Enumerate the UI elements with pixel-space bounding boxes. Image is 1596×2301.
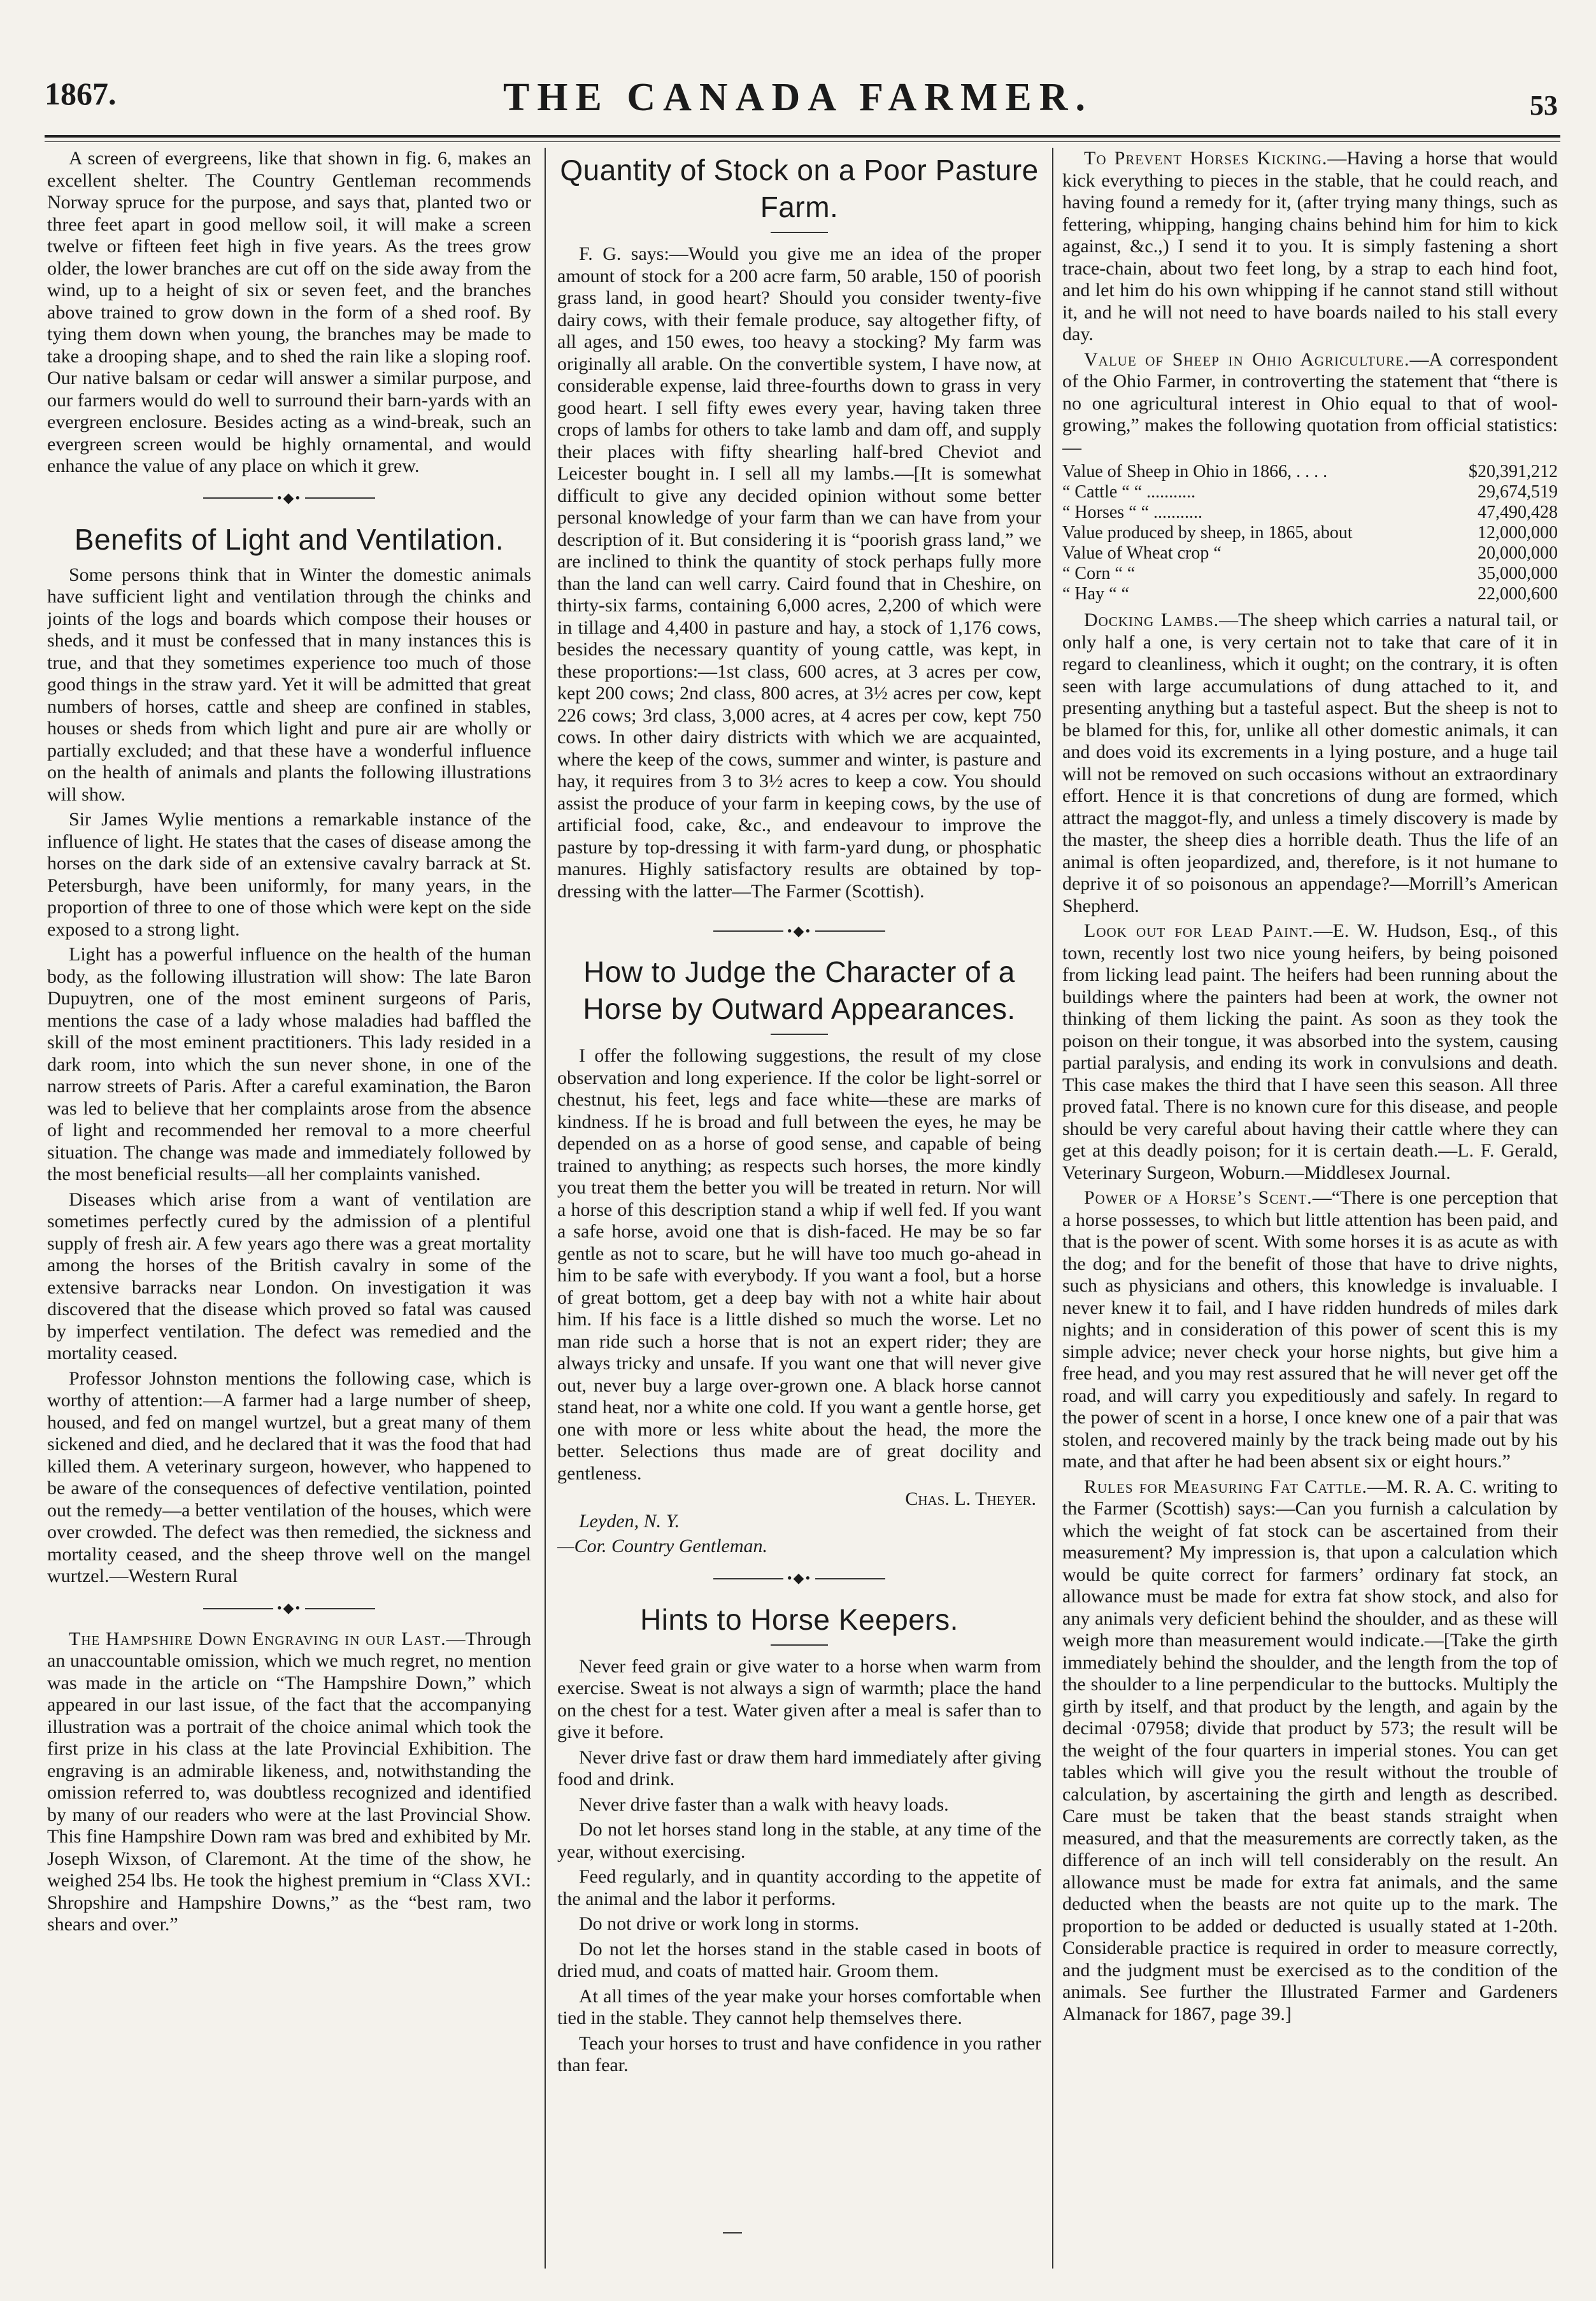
hint-item: At all times of the year make your horses comfortable when tied in the stable. They cannot help themselves there. [557,1985,1041,2029]
masthead-rule [45,135,1560,138]
paragraph-lead: Look out for Lead Paint. [1084,920,1314,941]
article-paragraph [1062,920,1558,1184]
end-mark [723,2232,742,2233]
column-2 [557,148,1041,2288]
table-row: Value produced by sheep, in 1865, about 12,000,000 [1062,523,1558,543]
column-3 [1062,148,1558,2288]
article-paragraph: Professor Johnston mentions the following case, which is worthy of attention:—A farmer had a large number of sheep, housed, and fed on mangel wurtzel, but a great many of them sickened and died, and he declared that it was the food that had killed them. A veterinary surgeon, however, who happened to be aware of the consequences of defective ventilation, pointed out the remedy—a better ventilation of the houses, which were over crowded. The defect was then remedied, the sickness and mortality ceased, and the sheep throve well on the mangel wurtzel.—Western Rural [47,1367,531,1587]
hint-item: Feed regularly, and in quantity according to the appetite of the animal and the labor it performs. [557,1866,1041,1909]
table-row: “ Corn “ “ 35,000,000 [1062,564,1558,583]
article-paragraph [1062,349,1558,459]
article-heading: Hints to Horse Keepers. [640,1602,958,1636]
table-row: “ Horses “ “ ........... 47,490,428 [1062,502,1558,522]
hint-item: Teach your horses to trust and have confidence in you rather than fear. [557,2032,1041,2076]
paragraph-body: —M. R. A. C. writing to the Farmer (Scottish) says:—Can you furnish a calculation by which the weight of fat stock can be ascertained from their measurement? My impression is, that upon a calculation which would be quite correct for farmers’ ordinary fat stock, an allowance must be made for extra fat show stock, and also for any animals very deficient behind the shoulder, and as these will weigh more than measurement would indicate.—[Take the girth immediately behind the shoulder, and the length from the top of the shoulder to a line perpendicular to the buttocks. Multiply the girth by itself, and that product by the length, and again by the decimal ·07958; divide that product by 573; the result will be the weight of the four quarters in imperial stones. You can get tables which will give you the result without the trouble of calculation, by ascertaining the girth and length as described. Care must be taken that the beast stands straight when measured, and that the measurements are correctly taken, as the difference of an inch will tell considerably on the result. An allowance must be made for extra fat animals, and the same deducted when the beasts are not quite up to the mark. The proportion to be added or deducted is usually stated at 1-20th. Considerable practice is required in order to measure correctly, and the judgment must be exercised as to the condition of the animals. See further the Illustrated Farmer and Gardeners Almanack for 1867, page 39.] [1062,1476,1558,2025]
paragraph-lead: Rules for Measuring Fat Cattle. [1084,1476,1368,1497]
paragraph-body: —A correspondent of the Ohio Farmer, in controverting the statement that “there is no one agricultural interest in Ohio equal to that of wool-growing,” makes the following quotation from official statistics:— [1062,348,1558,458]
hint-item: Never feed grain or give water to a horse when warm from exercise. Sweat is not always a sign of warmth; place the hand on the chest for a test. Water given after a meal is safer than to give it before. [557,1655,1041,1743]
newspaper-title: THE CANADA FARMER. [502,76,1094,119]
article-paragraph [1062,609,1558,917]
hint-item: Never drive fast or draw them hard immediately after giving food and drink. [557,1746,1041,1790]
table-row: Value of Wheat crop “ 20,000,000 [1062,543,1558,563]
article-paragraph [1062,148,1558,346]
article-paragraph: F. G. says:—Would you give me an idea of the proper amount of stock for a 200 acre farm, 50 arable, 150 of poorish grass land, in good heart? Should you consider twenty-five dairy cows, with their female produce, say altogether fifty, of all ages, and 150 ewes, too heavy a stocking? My farm was originally all arable. On the convertible system, I have now, at considerable expense, laid three-fourths down to grass in very good heart. I sell fifty ewes every year, having taken three crops of lambs for others to take lamb and dam off, and supply their places with fifty shearling half-bred Cheviot and Leicester bought in. I sell all my lambs.—[It is somewhat difficult to give any decided opinion without some better personal knowledge of your farm than we can have from your description of it. But considering it is “poorish grass land,” we are inclined to think the quantity of stock perhaps fully more than the land can well carry. Caird found that in Cheshire, on thirty-six farms, containing 6,000 acres, 2,200 of which were in tillage and 4,400 in pasture and hay, a stock of 1,176 cows, besides the necessary quantity of young cattle, was kept, in these proportions:—1st class, 600 acres, at 3 acres per cow, kept 200 cows; 2nd class, 800 acres, at 3½ acres per cow, kept 226 cows; 3rd class, 3,000 acres, at 4 acres per cow, kept 750 cows. In other dairy districts with which we are acquainted, where the keep of the cows, summer and winter, is pasture and hay, it requires from 3 to 3½ acres to keep a cow. You should assist the produce of your farm in keeping cows, by the use of artificial food, cake, &c., and endeavour to improve the pasture by top-dressing it with farm-yard dung, or phosphatic manures. Highly satisfactory results are obtained by top-dressing with the latter—The Farmer (Scottish). [557,243,1041,902]
paragraph-body: —Having a horse that would kick everything to pieces in the stable, that he could reach, and having found a remedy for it, (after trying many things, such as fettering, whipping, hanging chains behind him for him to kick against, &c.,) I send it to you. It is simply fastening a short trace-chain, about two feet long, by a strap to each hind foot, and let him do his own whipping if he cannot stand still without it, and he will not need to have boards nailed to his stall every day. [1062,148,1558,345]
hint-item: Never drive faster than a walk with heavy loads. [579,1793,949,1815]
section-ornament: •◆• [557,919,1041,942]
paragraph-lead: Value of Sheep in Ohio Agriculture. [1084,348,1410,370]
dateline: Leyden, N. Y. [579,1510,680,1532]
column-divider-2 [1052,148,1053,2269]
masthead-rule-thin [45,141,1560,142]
article-paragraph: Sir James Wylie mentions a remarkable instance of the influence of light. He states that the cases of disease among the horses on the dark side of an extensive cavalry barrack at St. Petersburgh, have been uniformly, for many years, in the proportion of three to one of those which were kept on the side exposed to a strong light. [47,809,531,940]
author-signature: Chas. L. Theyer. [905,1488,1036,1510]
column-1 [47,148,531,2288]
paragraph-body: —E. W. Hudson, Esq., of this town, recently lost two nice young heifers, by being poisoned from licking lead paint. The heifers had been running about the buildings where the painters had been at work, the owner not thinking of them licking the paint. As soon as they took the poison on their tongue, it was absorbed into the system, causing partial paralysis, and ending its work in convulsions and death. This case makes the third that I have seen this season. All three proved fatal. There is no known cure for this disease, and people should be very careful about having their cattle where they can get at this deadly poison; for it is certain death.—L. F. Gerald, Veterinary Surgeon, Woburn.—Middlesex Journal. [1062,920,1558,1183]
table-row: Value of Sheep in Ohio in 1866, . . . . $20,391,212 [1062,462,1558,481]
page-number: 53 [1530,90,1558,121]
article-paragraph: Diseases which arise from a want of ventilation are sometimes perfectly cured by the admission of a plentiful supply of fresh air. A few years ago there was a great mortality among the horses of the British cavalry in some of the extensive barracks near London. On investigation it was discovered that the disease which proved so fatal was caused by imperfect ventilation. The defect was remedied and the mortality ceased. [47,1188,531,1364]
masthead [0,0,1596,146]
section-ornament: •◆• [557,1567,1041,1590]
source-credit: —Cor. Country Gentleman. [557,1535,767,1557]
statistics-table [1062,462,1558,604]
article-paragraph: Light has a powerful influence on the health of the human body, as the following illustration will show: The late Baron Dupuytren, one of the most eminent surgeons of Paris, mentions the case of a lady whose maladies had baffled the skill of the most eminent practitioners. This lady resided in a dark room, into which the sun never shone, in one of the narrow streets of Paris. After a careful examination, the Baron was led to believe that her complaints arose from the absence of light and recommended her removal to a more cheerful situation. The change was made and immediately followed by the most beneficial results—all her complaints vanished. [47,944,531,1185]
paragraph-lead: The Hampshire Down Engraving in our Last. [69,1628,446,1649]
article-paragraph [1062,1187,1558,1473]
paragraph-body: —“There is one perception that a horse possesses, to which but little attention has been paid, and that is the power of scent. With some horses it is as acute as with the dog; and for the benefit of those that have to drive nights, such as physicians and others, this knowledge is invaluable. I never knew it to fail, and I have ridden hundreds of miles dark nights; and in consideration of this power of scent this is my simple advice; never check your horse nights, but give him a free head, and you may rest assured that he will never get off the road, and will carry you expeditiously and safely. In regard to the power of scent in a horse, I once knew one of a pair that was stolen, and recovered mainly by the track being made out by his mate, and that after he had been absent six or eight hours.” [1062,1187,1558,1472]
paragraph-lead: Power of a Horse’s Scent. [1084,1187,1313,1208]
table-row: “ Hay “ “ 22,000,600 [1062,584,1558,604]
heading-rule [771,232,828,233]
section-ornament: •◆• [47,1597,531,1620]
heading-rule [771,1034,828,1035]
section-ornament: •◆• [47,487,531,509]
article-paragraph [47,1628,531,1936]
paragraph-body: —Through an unaccountable omission, which we much regret, no mention was made in the article on “The Hampshire Down,” which appeared in our last issue, of the fact that the accompanying illustration was a portrait of the choice animal which took the first prize in his class at the late Provincial Exhibition. The engraving is an admirable likeness, and, notwithstanding the omission referred to, was doubtless recognized and identified by many of our readers who were at the last Provincial Show. This fine Hampshire Down ram was bred and exhibited by Mr. Joseph Wixson, of Claremont. At the time of the show, he weighed 254 lbs. He took the highest premium in “Class XVI.: Shropshire and Hampshire Downs,” as the “best ram, two shears and over.” [47,1628,531,1935]
heading-rule [771,1644,828,1646]
article-heading: Quantity of Stock on a Poor Pasture Farm. [560,153,1039,224]
column-divider-1 [545,148,546,2269]
article-paragraph: I offer the following suggestions, the result of my close observation and long experience. If the color be light-sorrel or chestnut, his feet, legs and face white—these are marks of kindness. If he is broad and full between the eyes, he may be depended on as a horse of good sense, and capable of being trained to anything; as respects such horses, the more kindly you treat them the better you will be treated in return. Nor will a horse of this description stand a whip if well fed. If you want a safe horse, avoid one that is dish-faced. He may be so far gentle as not to scare, but he will have too much go-ahead in him to be safe with everybody. If you want a fool, but a horse of great bottom, get a deep bay with not a white hair about him. If his face is a little dished so much the worse. Let no man ride such a horse that is not an expert rider; they are always tricky and unsafe. If you want one that will never give out, never buy a large over-grown one. A black horse cannot stand heat, nor a white one cold. If you want a gentle horse, get one with more or less white about the head, the more the better. Selections thus made are of great docility and gentleness. [557,1045,1041,1484]
hint-item: Do not drive or work long in storms. [579,1913,859,1935]
table-row: “ Cattle “ “ ........... 29,674,519 [1062,482,1558,502]
hint-item: Do not let the horses stand in the stable cased in boots of dried mud, and coats of matted hair. Groom them. [557,1938,1041,1982]
article-paragraph: A screen of evergreens, like that shown in fig. 6, makes an excellent shelter. The Country Gentleman recommends Norway spruce for the purpose, and says that, planted two or three feet apart in good mellow soil, it will make a screen twelve or fifteen feet high in five years. As the trees grow older, the lower branches are cut off on the side away from the wind, up to a height of six or seven feet, and the branches above trained to grow down in the form of a shed roof. By tying them down when young, the branches may be made to take a drooping shape, and to shed the rain like a sloping roof. Our native balsam or cedar will answer a similar purpose, and our farmers would do well to surround their barn-yards with an evergreen enclosure. Besides acting as a wind-break, such an evergreen screen would be highly ornamental, and would enhance the value of any place on which it grew. [47,148,531,476]
paragraph-lead: To Prevent Horses Kicking. [1084,148,1328,169]
issue-year: 1867. [45,76,117,111]
article-paragraph: Some persons think that in Winter the domestic animals have sufficient light and ventilation through the chinks and joints of the logs and boards which compose their houses or sheds, and it must be confessed that in many instances this is true, and that they sometimes experience too much of those good things in the straw yard. Yet it will be admitted that great numbers of horses, cattle and sheep are confined in stables, houses or sheds from which light and pure air are wholly or partially excluded; and that these have a wonderful influence on the health of animals and plants the following illustrations will show. [47,564,531,805]
paragraph-lead: Docking Lambs. [1084,609,1220,630]
article-heading: Benefits of Light and Ventilation. [74,522,504,556]
paragraph-body: —The sheep which carries a natural tail, or only half a one, is very certain not to take that care of it in regard to cleanliness, which it ought; on the contrary, it is often seen with large accumulations of dung attached to it, and presenting anything but a tasteful aspect. But the sheep is not to be blamed for this, for, unlike all other domestic animals, it can and does void its excrements in a lying posture, and a huge tail will not be removed on such occasions without an extraordinary effort. Hence it is that concretions of dung are formed, which attract the maggot-fly, and unless a timely discovery is made by the master, the sheep dies a horrible death. Thus the life of an animal is often jeopardized, and, therefore, is it not humane to deprive it of so poisonous an appendage?—Morrill’s American Shepherd. [1062,609,1558,916]
article-paragraph [1062,1476,1558,2026]
article-heading: How to Judge the Character of a Horse by Outward Appearances. [583,955,1016,1026]
hint-item: Do not let horses stand long in the stable, at any time of the year, without exercising. [557,1819,1041,1862]
